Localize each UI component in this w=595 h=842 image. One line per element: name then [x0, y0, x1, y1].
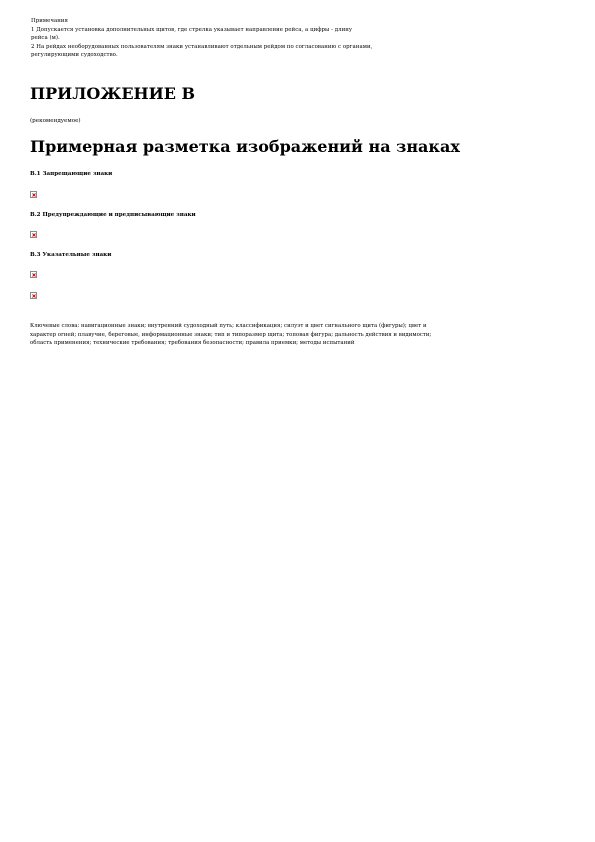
broken-image-icon: [30, 292, 37, 299]
notes-heading: Примечания: [31, 18, 68, 24]
section-heading-b3: В.3 Указательные знаки: [30, 252, 112, 258]
keywords-block: [30, 322, 570, 348]
notes-block: [31, 17, 471, 60]
broken-image-icon: [30, 231, 37, 238]
note-line-1: 1 Допускается установка дополнительных щитов, где стрелка указывает направление рейса, а цифры - длину: [31, 26, 353, 33]
keywords-line-2: характер огней; плавучие, береговые, информационные знаки; тип и типоразмер щита; топовая фигура; дальность действия и видимости;: [30, 331, 432, 338]
appendix-title: ПРИЛОЖЕНИЕ В: [30, 84, 196, 103]
section-heading-b2: В.2 Предупреждающие и предписывающие знаки: [30, 212, 196, 218]
section-heading-b1: В.1 Запрещающие знаки: [30, 171, 113, 177]
broken-image-icon: [30, 271, 37, 278]
note-line-3: 2 На рейдах необорудованных пользователям знаки устанавливают отдельным рейдом по согласованию с органами,: [31, 43, 373, 50]
keywords-line-3: область применения; технические требования; требования безопасности; правила приемки; методы испытаний: [30, 340, 355, 347]
page-title: Примерная разметка изображений на знаках: [30, 137, 460, 156]
appendix-subtitle: (рекомендуемое): [30, 118, 81, 124]
note-line-2: рейса (м).: [31, 35, 60, 42]
keywords-line-1: Ключевые слова: навигационные знаки; внутренний судоходный путь; классификация; силуэт и цвет сигнального щита (фигуры); цвет и: [30, 323, 427, 329]
note-line-4: регулирующими судоходство.: [31, 52, 118, 59]
broken-image-icon: [30, 191, 37, 198]
